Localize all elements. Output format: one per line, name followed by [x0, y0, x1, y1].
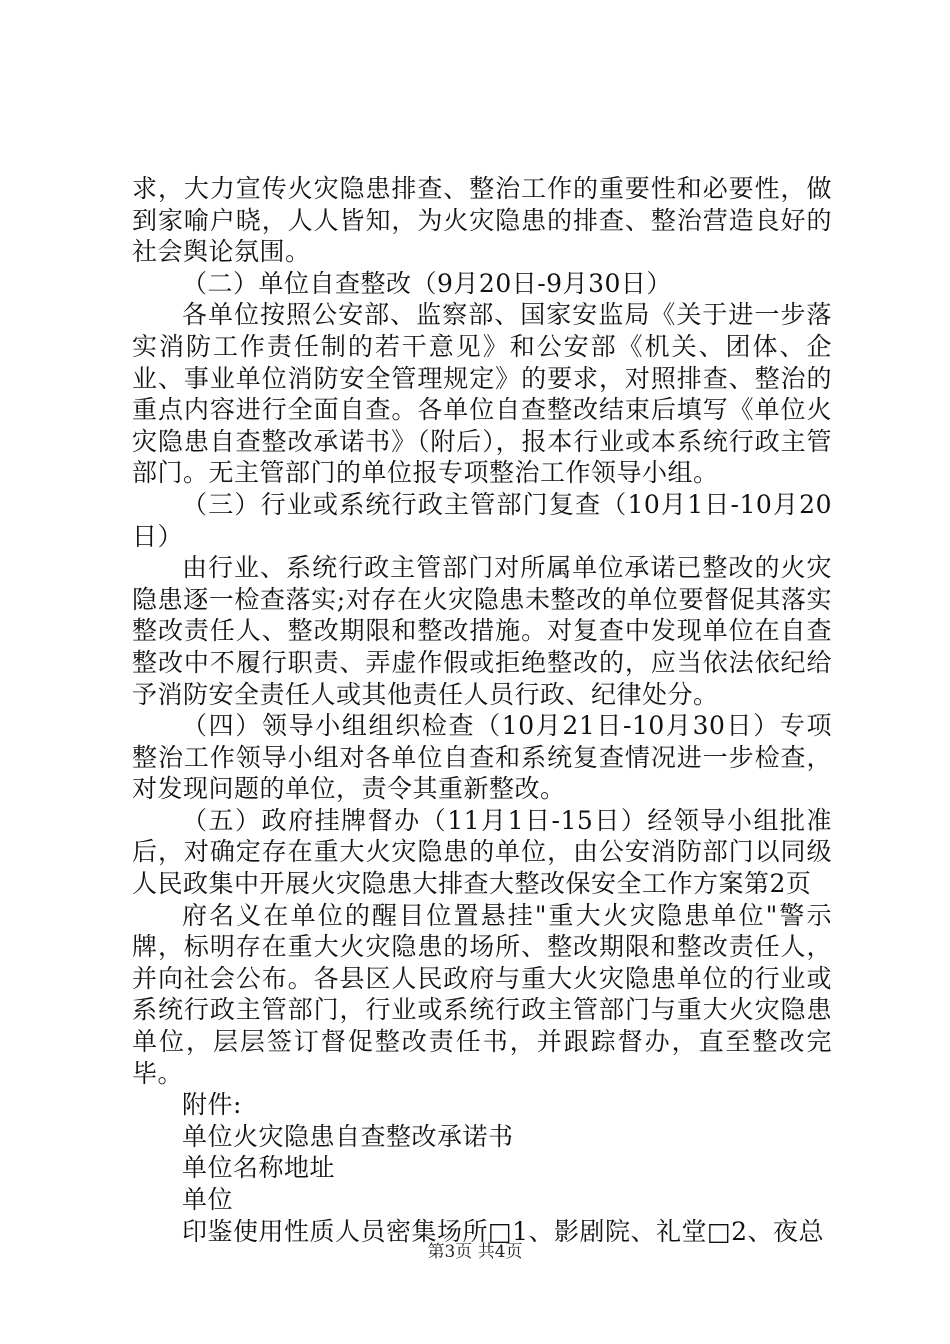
- page-number-footer: 第3页 共4页: [427, 1242, 523, 1262]
- attachment-label: 附件:: [182, 1090, 242, 1120]
- paragraph-leading-group-inspection: （四）领导小组组织检查（10月21日-10月30日）专项整治工作领导小组对各单位自查和系统复查情况进一步检查，对发现问题的单位，责令其重新整改。: [132, 711, 832, 804]
- attachment-title: 单位火灾隐患自查整改承诺书: [182, 1121, 514, 1151]
- form-field-unit-name-address: 单位名称地址: [182, 1153, 336, 1183]
- heading-unit-self-inspection: （二）单位自查整改（9月20日-9月30日）: [182, 268, 672, 298]
- paragraph-continued-propaganda: 求，大力宣传火灾隐患排查、整治工作的重要性和必要性，做到家喻户晓，人人皆知，为火灾隐患的排查、整治营造良好的社会舆论氛围。: [132, 174, 832, 267]
- document-body: [132, 173, 832, 1247]
- paragraph-unit-self-inspection: 各单位按照公安部、监察部、国家安监局《关于进一步落实消防工作责任制的若干意见》和公安部《机关、团体、企业、事业单位消防安全管理规定》的要求，对照排查、整治的重点内容进行全面自查。各单位自查整改结束后填写《单位火灾隐患自查整改承诺书》（附后），报本行业或本系统行政主管部门。无主管部门的单位报专项整治工作领导小组。: [132, 300, 832, 488]
- paragraph-warning-sign: 府名义在单位的醒目位置悬挂"重大火灾隐患单位"警示牌，标明存在重大火灾隐患的场所、整改期限和整改责任人，并向社会公布。各县区人民政府与重大火灾隐患单位的行业或系统行政主管部门，行业或系统行政主管部门与重大火灾隐患单位，层层签订督促整改责任书，并跟踪督办，直至整改完毕。: [132, 900, 832, 1088]
- form-field-unit: 单位: [182, 1185, 234, 1214]
- heading-industry-review: （三）行业或系统行政主管部门复查（10月1日-10月20日）: [132, 489, 832, 551]
- paragraph-government-supervision: （五）政府挂牌督办（11月1日-15日）经领导小组批准后，对确定存在重大火灾隐患的单位，由公安消防部门以同级人民政集中开展火灾隐患大排查大整改保安全工作方案第2页: [132, 805, 832, 899]
- paragraph-industry-review: 由行业、系统行政主管部门对所属单位承诺已整改的火灾隐患逐一检查落实;对存在火灾隐患未整改的单位要督促其落实整改责任人、整改期限和整改措施。对复查中发现单位在自查整改中不履行职责、弄虚作假或拒绝整改的，应当依法依纪给予消防安全责任人或其他责任人员行政、纪律处分。: [132, 553, 832, 709]
- form-field-seal-usage: 印鉴使用性质人员密集场所□1、影剧院、礼堂□2、夜总: [182, 1216, 825, 1246]
